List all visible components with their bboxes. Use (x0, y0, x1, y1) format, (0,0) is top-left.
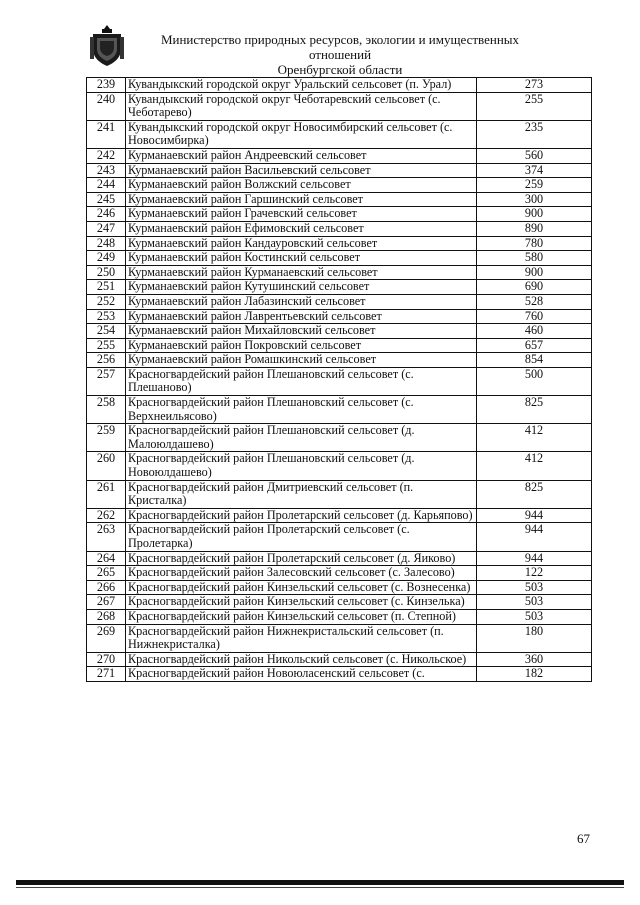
settlement-name: Курманаевский район Михайловский сельсовет (126, 324, 477, 339)
settlement-name: Красногвардейский район Кинзельский сельсовет (с. Кинзелька) (126, 595, 477, 610)
settlement-name: Красногвардейский район Нижнекристальский сельсовет (п. Нижнекристалка) (126, 624, 477, 652)
table-row (87, 265, 592, 280)
row-number: 241 (87, 120, 126, 148)
row-value: 412 (477, 424, 592, 452)
table-row (87, 236, 592, 251)
row-value: 259 (477, 178, 592, 193)
row-value: 560 (477, 148, 592, 163)
row-number: 249 (87, 251, 126, 266)
letterhead-line-1: Министерство природных ресурсов, экологии и имущественных отношений (160, 32, 520, 62)
row-number: 258 (87, 396, 126, 424)
settlement-name: Курманаевский район Гаршинский сельсовет (126, 192, 477, 207)
settlement-name: Красногвардейский район Плешановский сельсовет (д. Новоюлдашево) (126, 452, 477, 480)
settlement-name: Красногвардейский район Залесовский сельсовет (с. Залесово) (126, 566, 477, 581)
table-row (87, 338, 592, 353)
settlement-name: Курманаевский район Андреевский сельсовет (126, 148, 477, 163)
row-value: 825 (477, 480, 592, 508)
row-number: 256 (87, 353, 126, 368)
table-row (87, 294, 592, 309)
row-number: 263 (87, 523, 126, 551)
settlement-name: Красногвардейский район Новоюласенский сельсовет (с. (126, 667, 477, 682)
row-value: 255 (477, 92, 592, 120)
bottom-rule (16, 880, 624, 885)
table-row (87, 508, 592, 523)
row-value: 500 (477, 367, 592, 395)
bottom-rule-thin (16, 887, 624, 888)
settlement-name: Курманаевский район Грачевский сельсовет (126, 207, 477, 222)
row-number: 242 (87, 148, 126, 163)
settlement-name: Кувандыкский городской округ Новосимбирский сельсовет (с. Новосимбирка) (126, 120, 477, 148)
row-number: 253 (87, 309, 126, 324)
settlement-name: Курманаевский район Кутушинский сельсовет (126, 280, 477, 295)
row-value: 503 (477, 580, 592, 595)
row-number: 245 (87, 192, 126, 207)
table-row (87, 624, 592, 652)
row-value: 657 (477, 338, 592, 353)
row-number: 252 (87, 294, 126, 309)
row-number: 239 (87, 78, 126, 93)
letterhead-line-2: Оренбургской области (277, 62, 403, 77)
settlement-name: Красногвардейский район Кинзельский сельсовет (п. Степной) (126, 609, 477, 624)
row-number: 261 (87, 480, 126, 508)
row-value: 760 (477, 309, 592, 324)
row-number: 269 (87, 624, 126, 652)
table-row (87, 424, 592, 452)
settlement-name: Курманаевский район Лаврентьевский сельсовет (126, 309, 477, 324)
row-value: 854 (477, 353, 592, 368)
settlement-name: Кувандыкский городской округ Уральский сельсовет (п. Урал) (126, 78, 477, 93)
row-value: 900 (477, 265, 592, 280)
row-value: 360 (477, 652, 592, 667)
settlement-name: Курманаевский район Ромашкинский сельсовет (126, 353, 477, 368)
table-row (87, 452, 592, 480)
row-number: 268 (87, 609, 126, 624)
settlement-name: Красногвардейский район Плешановский сельсовет (с. Верхнеильясово) (126, 396, 477, 424)
settlement-name: Курманаевский район Покровский сельсовет (126, 338, 477, 353)
settlement-name: Красногвардейский район Дмитриевский сельсовет (п. Кристалка) (126, 480, 477, 508)
table-row (87, 192, 592, 207)
letterhead (140, 32, 540, 77)
table-row (87, 120, 592, 148)
row-value: 460 (477, 324, 592, 339)
table-row (87, 609, 592, 624)
row-number: 243 (87, 163, 126, 178)
settlement-name: Кувандыкский городской округ Чеботаревский сельсовет (с. Чеботарево) (126, 92, 477, 120)
settlements-table (86, 77, 592, 682)
row-number: 246 (87, 207, 126, 222)
row-value: 580 (477, 251, 592, 266)
settlement-name: Курманаевский район Ефимовский сельсовет (126, 221, 477, 236)
row-value: 944 (477, 551, 592, 566)
row-value: 690 (477, 280, 592, 295)
settlement-name: Красногвардейский район Никольский сельсовет (с. Никольское) (126, 652, 477, 667)
table-row (87, 178, 592, 193)
row-value: 890 (477, 221, 592, 236)
table-row (87, 280, 592, 295)
row-value: 374 (477, 163, 592, 178)
table-row (87, 652, 592, 667)
table-row (87, 396, 592, 424)
row-number: 267 (87, 595, 126, 610)
settlement-name: Курманаевский район Курманаевский сельсовет (126, 265, 477, 280)
settlement-name: Красногвардейский район Пролетарский сельсовет (с. Пролетарка) (126, 523, 477, 551)
row-value: 528 (477, 294, 592, 309)
row-number: 255 (87, 338, 126, 353)
settlement-name: Красногвардейский район Плешановский сельсовет (с. Плешаново) (126, 367, 477, 395)
table-row (87, 221, 592, 236)
row-number: 240 (87, 92, 126, 120)
settlement-name: Красногвардейский район Пролетарский сельсовет (д. Яиково) (126, 551, 477, 566)
table-row (87, 324, 592, 339)
settlement-name: Курманаевский район Васильевский сельсовет (126, 163, 477, 178)
settlement-name: Красногвардейский район Плешановский сельсовет (д. Малоюлдашево) (126, 424, 477, 452)
settlement-name: Курманаевский район Костинский сельсовет (126, 251, 477, 266)
table-row (87, 309, 592, 324)
row-number: 248 (87, 236, 126, 251)
table-row (87, 78, 592, 93)
row-number: 251 (87, 280, 126, 295)
table-row (87, 480, 592, 508)
page-number: 67 (577, 831, 590, 846)
settlement-name: Красногвардейский район Кинзельский сельсовет (с. Вознесенка) (126, 580, 477, 595)
row-number: 271 (87, 667, 126, 682)
table-row (87, 148, 592, 163)
row-value: 182 (477, 667, 592, 682)
row-value: 944 (477, 508, 592, 523)
settlement-name: Курманаевский район Волжский сельсовет (126, 178, 477, 193)
row-number: 257 (87, 367, 126, 395)
row-value: 944 (477, 523, 592, 551)
row-number: 259 (87, 424, 126, 452)
settlement-name: Курманаевский район Лабазинский сельсовет (126, 294, 477, 309)
row-value: 122 (477, 566, 592, 581)
table-row (87, 580, 592, 595)
row-number: 250 (87, 265, 126, 280)
row-value: 412 (477, 452, 592, 480)
row-value: 900 (477, 207, 592, 222)
row-number: 265 (87, 566, 126, 581)
row-value: 235 (477, 120, 592, 148)
row-value: 503 (477, 595, 592, 610)
row-value: 503 (477, 609, 592, 624)
table-row (87, 523, 592, 551)
table-row (87, 551, 592, 566)
coat-of-arms-icon (90, 25, 124, 67)
table-row (87, 207, 592, 222)
row-value: 180 (477, 624, 592, 652)
row-number: 244 (87, 178, 126, 193)
row-number: 262 (87, 508, 126, 523)
row-value: 780 (477, 236, 592, 251)
table-row (87, 163, 592, 178)
row-number: 254 (87, 324, 126, 339)
row-value: 300 (477, 192, 592, 207)
table-row (87, 667, 592, 682)
row-value: 825 (477, 396, 592, 424)
settlement-name: Красногвардейский район Пролетарский сельсовет (д. Карьяпово) (126, 508, 477, 523)
table-row (87, 353, 592, 368)
row-value: 273 (477, 78, 592, 93)
table-row (87, 595, 592, 610)
row-number: 266 (87, 580, 126, 595)
row-number: 260 (87, 452, 126, 480)
table-row (87, 566, 592, 581)
row-number: 247 (87, 221, 126, 236)
table-row (87, 251, 592, 266)
table-row (87, 92, 592, 120)
settlement-name: Курманаевский район Кандауровский сельсовет (126, 236, 477, 251)
row-number: 270 (87, 652, 126, 667)
row-number: 264 (87, 551, 126, 566)
table-row (87, 367, 592, 395)
